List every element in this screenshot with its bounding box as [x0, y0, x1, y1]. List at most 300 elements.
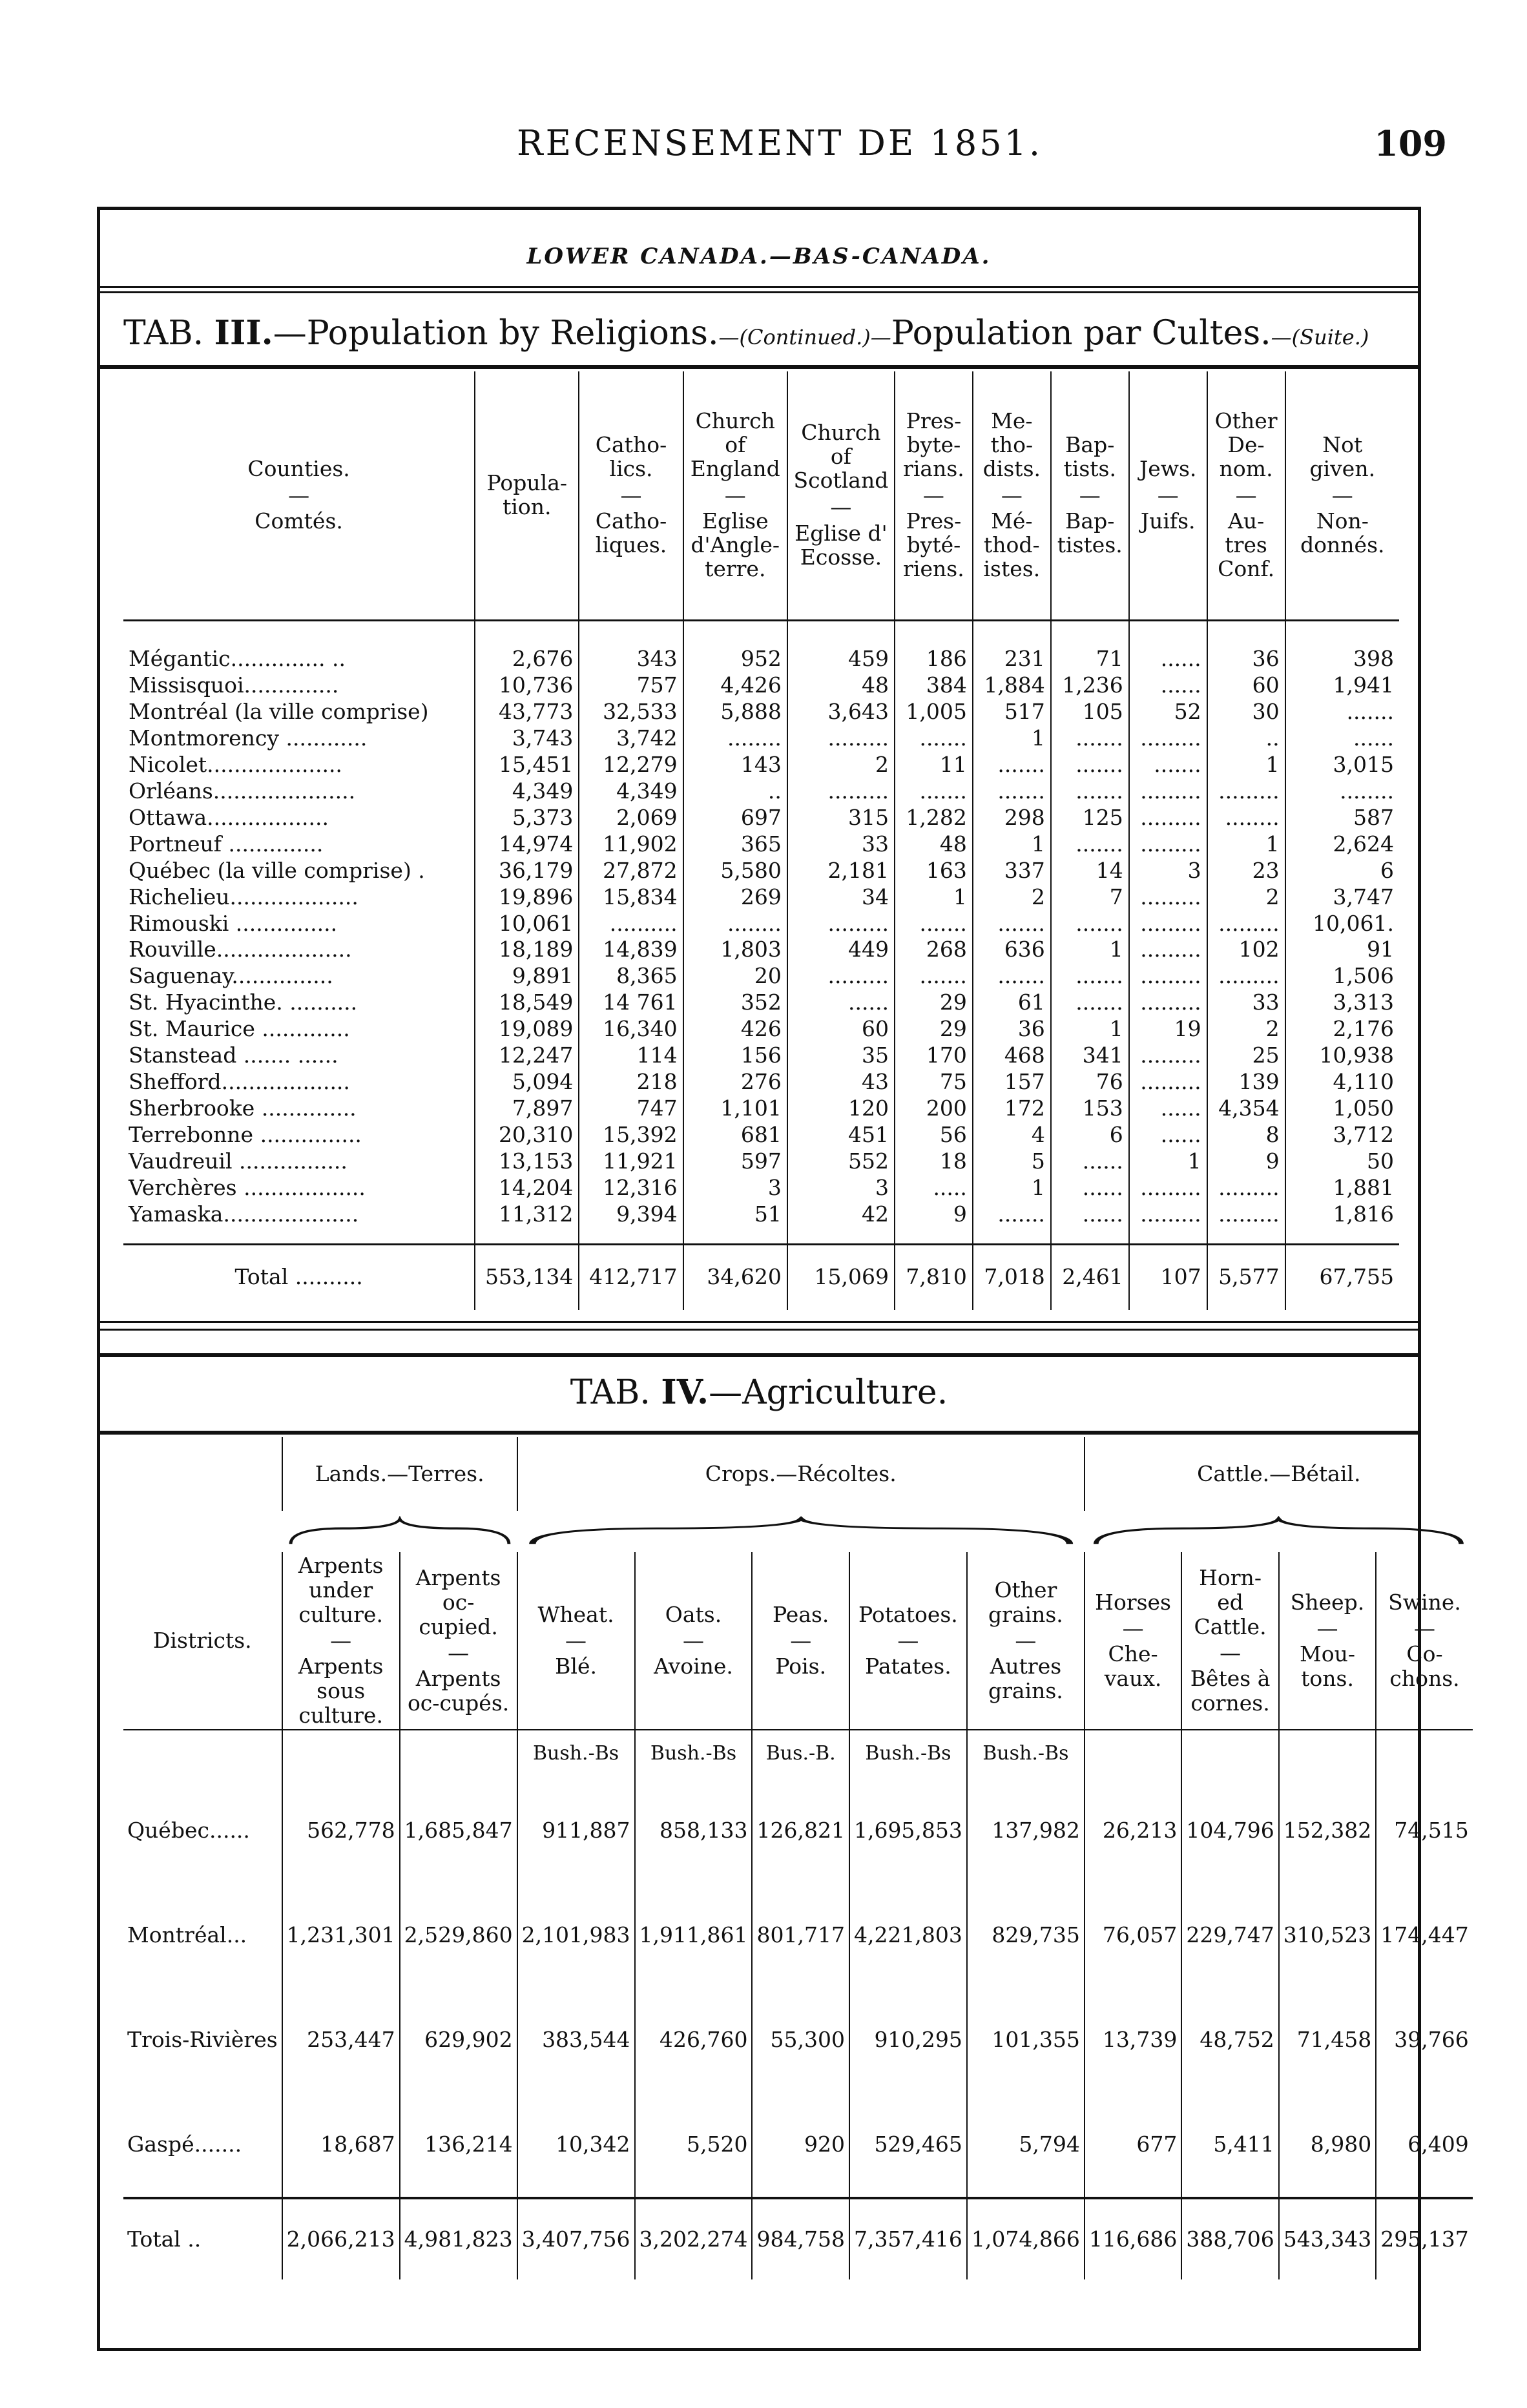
table-cell: ......... — [1129, 1201, 1207, 1244]
table-cell: 55,300 — [752, 1988, 849, 2092]
col-header-en: Oats. — [665, 1601, 722, 1627]
table-cell: 1,803 — [683, 937, 787, 963]
table-cell: 13,153 — [475, 1148, 579, 1175]
table-cell: ....... — [973, 778, 1051, 805]
table-cell: 5,888 — [683, 699, 787, 725]
table-cell: 3 — [1129, 858, 1207, 884]
col-header-en: Me-tho-dists. — [982, 408, 1041, 481]
total-cell: 295,137 — [1376, 2198, 1472, 2279]
table-cell: 9 — [1207, 1148, 1285, 1175]
group-crops: Crops.—Récoltes. — [517, 1437, 1085, 1511]
table-cell: 829,735 — [967, 1883, 1085, 1988]
col-header-fr: Eglise d'Angle-terre. — [691, 508, 780, 582]
table-row — [123, 778, 1399, 805]
tab4-caption-prefix: TAB. — [570, 1373, 661, 1412]
table-cell: 1,884 — [973, 672, 1051, 699]
table-cell: 352 — [683, 990, 787, 1016]
table-cell: 1 — [1207, 831, 1285, 858]
table-cell: ....... — [895, 911, 973, 937]
total-cell: 388,706 — [1181, 2198, 1278, 2279]
table-cell: ......... — [1207, 963, 1285, 990]
table-cell: 5,520 — [635, 2092, 753, 2198]
table-cell: ....... — [895, 963, 973, 990]
unit-label — [1376, 1730, 1472, 1778]
table-cell: ....... — [895, 778, 973, 805]
table-cell: 315 — [787, 805, 895, 831]
divider — [100, 291, 1418, 293]
table-cell: 11,902 — [579, 831, 683, 858]
unit-label: Bus.-B. — [752, 1730, 849, 1778]
table-cell: 911,887 — [517, 1778, 635, 1883]
table-cell: 1,101 — [683, 1095, 787, 1122]
table-cell: 20,310 — [475, 1122, 579, 1148]
table-cell: 3,742 — [579, 725, 683, 752]
table-cell: 143 — [683, 752, 787, 778]
table-cell: ......... — [1129, 725, 1207, 752]
col-header — [973, 371, 1051, 621]
table-cell: 383,544 — [517, 1988, 635, 2092]
col-header — [895, 371, 973, 621]
total-row — [123, 1244, 1399, 1310]
table-row — [123, 1043, 1399, 1069]
table-cell: 126,821 — [752, 1778, 849, 1883]
col-header — [1085, 1552, 1181, 1730]
table-cell: 276 — [683, 1069, 787, 1095]
col-header-fr: Arpents oc-cupés. — [407, 1665, 510, 1716]
table-cell: 1 — [1129, 1148, 1207, 1175]
county-name: Portneuf .............. — [129, 831, 324, 856]
col-header-en: Not given. — [1309, 431, 1376, 481]
table-cell: ......... — [787, 911, 895, 937]
table-cell: 29 — [895, 990, 973, 1016]
table-cell: 3 — [787, 1175, 895, 1201]
table-cell: 101,355 — [967, 1988, 1085, 2092]
table-cell: ....... — [1051, 752, 1129, 778]
table-cell: 35 — [787, 1043, 895, 1069]
group-spacer — [123, 1437, 282, 1511]
table-cell: ......... — [1129, 937, 1207, 963]
table-cell: ........ — [683, 911, 787, 937]
table-cell: 14,204 — [475, 1175, 579, 1201]
table-cell: 1,911,861 — [635, 1883, 753, 1988]
table-cell: 4,349 — [475, 778, 579, 805]
table-cell: 1 — [1207, 752, 1285, 778]
table-cell: 156 — [683, 1043, 787, 1069]
table-cell: 4,349 — [579, 778, 683, 805]
table-cell: ...... — [1285, 725, 1399, 752]
header-dash: — — [1414, 1615, 1435, 1641]
table-cell: ....... — [1285, 699, 1399, 725]
col-header — [683, 371, 787, 621]
table-cell: 10,061. — [1285, 911, 1399, 937]
table-cell: 1 — [973, 725, 1051, 752]
table-cell: 5,580 — [683, 858, 787, 884]
table-cell: ...... — [1129, 1122, 1207, 1148]
table-cell: 15,451 — [475, 752, 579, 778]
col-header — [787, 371, 895, 621]
table-cell: 34 — [787, 884, 895, 911]
county-name: St. Maurice ............. — [129, 1016, 350, 1042]
total-cell: 116,686 — [1085, 2198, 1181, 2279]
table-cell: 39,766 — [1376, 1988, 1472, 2092]
table-cell: 229,747 — [1181, 1883, 1278, 1988]
table-cell: ......... — [1129, 1043, 1207, 1069]
col-header-en: Other De-nom. — [1214, 408, 1278, 481]
tab3-caption-cont: —(Continued.)— — [718, 325, 891, 349]
table-cell: 18 — [895, 1148, 973, 1175]
table-cell: 91 — [1285, 937, 1399, 963]
table-cell: 71,458 — [1279, 1988, 1376, 2092]
table-row — [123, 1095, 1399, 1122]
table-cell: 157 — [973, 1069, 1051, 1095]
table-row — [123, 1175, 1399, 1201]
table-cell: ......... — [1207, 778, 1285, 805]
table-cell: 12,316 — [579, 1175, 683, 1201]
table-cell: 48 — [895, 831, 973, 858]
table-cell: 9 — [895, 1201, 973, 1244]
table-cell: ......... — [1129, 831, 1207, 858]
col-header-fr: Eglise d' Ecosse. — [795, 520, 888, 570]
col-header-fr: Co-chons. — [1389, 1641, 1460, 1691]
table-cell: 139 — [1207, 1069, 1285, 1095]
unit-label: Bush.-Bs — [635, 1730, 753, 1778]
col-header-fr: Non-donnés. — [1300, 508, 1385, 558]
col-header — [517, 1552, 635, 1730]
county-name: Rimouski ............... — [129, 910, 338, 936]
table-cell: 451 — [787, 1122, 895, 1148]
table-cell: 757 — [579, 672, 683, 699]
unit-label — [282, 1730, 400, 1778]
table-cell: ......... — [1207, 1201, 1285, 1244]
col-header-fr: Arpents sous culture. — [298, 1653, 384, 1728]
table-cell: 29 — [895, 1016, 973, 1043]
total-cell: 7,357,416 — [849, 2198, 967, 2279]
table-cell: 1,941 — [1285, 672, 1399, 699]
table-cell: 4,221,803 — [849, 1883, 967, 1988]
brace-spacer — [123, 1511, 282, 1552]
table-cell: ......... — [1207, 911, 1285, 937]
table-cell: ......... — [1129, 963, 1207, 990]
county-name: Rouville.................... — [129, 937, 352, 962]
table-cell: ...... — [1129, 672, 1207, 699]
col-header-fr: Pres-byté-riens. — [903, 508, 964, 582]
table-cell: 19 — [1129, 1016, 1207, 1043]
table-cell: 26,213 — [1085, 1778, 1181, 1883]
table-cell: 529,465 — [849, 2092, 967, 2198]
table-row — [123, 1069, 1399, 1095]
table-cell: 2,101,983 — [517, 1883, 635, 1988]
table-cell: 3,643 — [787, 699, 895, 725]
county-name: Montmorency ............ — [129, 725, 368, 751]
col-header-en: Districts. — [152, 1627, 252, 1653]
county-name: Richelieu................... — [129, 884, 358, 909]
table-cell: 2,181 — [787, 858, 895, 884]
col-header-fr: Comtés. — [254, 508, 343, 534]
table-cell: 3,712 — [1285, 1122, 1399, 1148]
table-row — [123, 911, 1399, 937]
table-cell: 1,005 — [895, 699, 973, 725]
table-row — [123, 963, 1399, 990]
table-cell: ......... — [1129, 911, 1207, 937]
table-cell: 61 — [973, 990, 1051, 1016]
col-header — [1051, 371, 1129, 621]
table-cell: 114 — [579, 1043, 683, 1069]
total-cell: 7,018 — [973, 1244, 1051, 1310]
col-header — [1129, 371, 1207, 621]
table-row — [123, 725, 1399, 752]
col-header — [1376, 1552, 1472, 1730]
table-cell: 14,974 — [475, 831, 579, 858]
table-cell: 74,515 — [1376, 1778, 1472, 1883]
table-cell: 1,685,847 — [400, 1778, 517, 1883]
table-cell: 4,426 — [683, 672, 787, 699]
table-cell: 2,624 — [1285, 831, 1399, 858]
table-cell: ....... — [1051, 778, 1129, 805]
table-cell: .. — [1207, 725, 1285, 752]
table-row — [123, 831, 1399, 858]
district-name: Québec...... — [127, 1817, 250, 1843]
table-cell: ........ — [683, 725, 787, 752]
county-name: Orléans..................... — [129, 778, 356, 804]
group-lands: Lands.—Terres. — [282, 1437, 517, 1511]
table-cell: 36,179 — [475, 858, 579, 884]
table-cell: 910,295 — [849, 1988, 967, 2092]
brace-row — [123, 1511, 1473, 1552]
divider — [100, 1353, 1418, 1357]
table-row — [123, 672, 1399, 699]
table-cell: 747 — [579, 1095, 683, 1122]
table-cell: 858,133 — [635, 1778, 753, 1883]
religions-table — [123, 371, 1399, 1310]
total-cell: 34,620 — [683, 1244, 787, 1310]
table-cell: 7,897 — [475, 1095, 579, 1122]
table-cell: 629,902 — [400, 1988, 517, 2092]
table-cell: 11,921 — [579, 1148, 683, 1175]
tab3-caption-en: —Population by Religions. — [273, 314, 719, 353]
tab4-caption-num: IV. — [661, 1373, 709, 1412]
table-cell: 337 — [973, 858, 1051, 884]
table-cell: 8,365 — [579, 963, 683, 990]
col-header-en: Church of Scotland — [793, 420, 889, 493]
table-cell: 1,695,853 — [849, 1778, 967, 1883]
table-cell: 172 — [973, 1095, 1051, 1122]
table-row — [123, 1148, 1399, 1175]
table-row — [123, 621, 1399, 672]
county-name: Mégantic.............. .. — [129, 646, 346, 671]
divider — [100, 1329, 1418, 1331]
county-name: St. Hyacinthe. .......... — [129, 990, 358, 1015]
header-dash: — — [790, 1627, 812, 1653]
header-dash: — — [330, 1627, 352, 1653]
table-cell: ..... — [895, 1175, 973, 1201]
table-cell: 3 — [683, 1175, 787, 1201]
county-name: Montréal (la ville comprise) — [129, 698, 429, 724]
total-row — [123, 2198, 1473, 2279]
table-cell: 398 — [1285, 621, 1399, 672]
page-number: 109 — [1374, 123, 1447, 164]
table-cell: ......... — [787, 778, 895, 805]
table-cell: 2 — [973, 884, 1051, 911]
unit-label: Bush.-Bs — [849, 1730, 967, 1778]
table-cell: ....... — [973, 1201, 1051, 1244]
table-cell: ...... — [1129, 1095, 1207, 1122]
table-cell: 137,982 — [967, 1778, 1085, 1883]
table-cell: 2,529,860 — [400, 1883, 517, 1988]
table-cell: ....... — [1129, 752, 1207, 778]
table-cell: 27,872 — [579, 858, 683, 884]
table-cell: 681 — [683, 1122, 787, 1148]
table-cell: ......... — [1129, 1175, 1207, 1201]
table-cell: 4,354 — [1207, 1095, 1285, 1122]
unit-label — [1279, 1730, 1376, 1778]
table-cell: 18,549 — [475, 990, 579, 1016]
brace-cattle — [1085, 1511, 1473, 1552]
table-cell: 3,015 — [1285, 752, 1399, 778]
table-cell: 12,247 — [475, 1043, 579, 1069]
table-cell: 3,747 — [1285, 884, 1399, 911]
table-cell: 153 — [1051, 1095, 1129, 1122]
table-cell: ........ — [1207, 805, 1285, 831]
table-cell: .. — [683, 778, 787, 805]
divider — [100, 365, 1418, 369]
table-cell: 33 — [787, 831, 895, 858]
tab3-caption-suite: —(Suite.) — [1271, 325, 1369, 349]
total-cell: 2,461 — [1051, 1244, 1129, 1310]
table-cell: 13,739 — [1085, 1988, 1181, 2092]
header-dash: — — [1235, 482, 1257, 508]
col-header-en: Counties. — [247, 455, 350, 481]
unit-label — [400, 1730, 517, 1778]
col-header-en: Popula-tion. — [486, 470, 568, 519]
unit-label — [1181, 1730, 1278, 1778]
group-header-row — [123, 1437, 1473, 1511]
table-cell: ......... — [1129, 884, 1207, 911]
table-cell: 801,717 — [752, 1883, 849, 1988]
running-title: RECENSEMENT DE 1851. — [517, 123, 1043, 163]
col-header — [849, 1552, 967, 1730]
header-dash: — — [448, 1639, 470, 1665]
table-cell: 11 — [895, 752, 973, 778]
table-row — [123, 1778, 1473, 1883]
col-header-en: Potatoes. — [858, 1601, 958, 1627]
table-cell: 449 — [787, 937, 895, 963]
table-cell: ......... — [787, 725, 895, 752]
col-header-en: Pres-byte-rians. — [903, 408, 964, 481]
divider — [100, 286, 1418, 288]
table-cell: 32,533 — [579, 699, 683, 725]
table-cell: 11,312 — [475, 1201, 579, 1244]
header-dash: — — [1079, 482, 1101, 508]
table-cell: 952 — [683, 621, 787, 672]
table-cell: ......... — [1129, 778, 1207, 805]
table-cell: 10,938 — [1285, 1043, 1399, 1069]
table-cell: 18,687 — [282, 2092, 400, 2198]
table-row — [123, 2092, 1473, 2198]
table-cell: 6,409 — [1376, 2092, 1472, 2198]
col-header — [967, 1552, 1085, 1730]
table-cell: 8,980 — [1279, 2092, 1376, 2198]
table-row — [123, 1883, 1473, 1988]
tab4-caption-title: —Agriculture. — [709, 1373, 948, 1412]
table-cell: 1 — [895, 884, 973, 911]
table-cell: 5,373 — [475, 805, 579, 831]
total-cell: 1,074,866 — [967, 2198, 1085, 2279]
table-cell: ....... — [973, 752, 1051, 778]
total-cell: 412,717 — [579, 1244, 683, 1310]
col-header-en: Jews. — [1139, 455, 1197, 481]
table-cell: 12,279 — [579, 752, 683, 778]
total-cell: 3,407,756 — [517, 2198, 635, 2279]
table-cell: 36 — [1207, 621, 1285, 672]
table-cell: 920 — [752, 2092, 849, 2198]
page-header — [194, 97, 1447, 168]
unit-label: Bush.-Bs — [967, 1730, 1085, 1778]
table-cell: ......... — [1129, 990, 1207, 1016]
county-name: Stanstead ....... ...... — [129, 1043, 338, 1068]
col-header — [282, 1552, 400, 1730]
col-header-en: Arpents oc-cupied. — [415, 1564, 501, 1639]
table-cell: 152,382 — [1279, 1778, 1376, 1883]
table-cell: 9,891 — [475, 963, 579, 990]
table-cell: 2,176 — [1285, 1016, 1399, 1043]
total-cell: 543,343 — [1279, 2198, 1376, 2279]
table-cell: .......... — [579, 911, 683, 937]
agriculture-table — [123, 1437, 1473, 2279]
total-cell: 107 — [1129, 1244, 1207, 1310]
col-header-fr: Autres grains. — [988, 1653, 1063, 1703]
table-row — [123, 752, 1399, 778]
table-cell: 677 — [1085, 2092, 1181, 2198]
table-cell: 60 — [787, 1016, 895, 1043]
table-cell: 51 — [683, 1201, 787, 1244]
table-cell: 30 — [1207, 699, 1285, 725]
total-cell: 15,069 — [787, 1244, 895, 1310]
col-header-en: Other grains. — [988, 1577, 1063, 1627]
header-dash: — — [922, 482, 944, 508]
county-name: Sherbrooke .............. — [129, 1095, 357, 1121]
county-name: Ottawa.................. — [129, 804, 329, 830]
table-cell: 2 — [787, 752, 895, 778]
table-cell: 426 — [683, 1016, 787, 1043]
table-cell: 517 — [973, 699, 1051, 725]
total-cell: 7,810 — [895, 1244, 973, 1310]
table-cell: 52 — [1129, 699, 1207, 725]
total-cell: 4,981,823 — [400, 2198, 517, 2279]
table-cell: ....... — [973, 963, 1051, 990]
table-cell: 1,050 — [1285, 1095, 1399, 1122]
header-dash: — — [830, 494, 852, 519]
table-cell: 75 — [895, 1069, 973, 1095]
table-cell: 174,447 — [1376, 1883, 1472, 1988]
col-header-en: Arpents under culture. — [298, 1553, 384, 1627]
divider — [100, 1431, 1418, 1435]
header-dash: — — [1001, 482, 1023, 508]
column-header-row — [123, 1552, 1473, 1730]
total-cell: 553,134 — [475, 1244, 579, 1310]
unit-label: Bush.-Bs — [517, 1730, 635, 1778]
table-cell: ....... — [895, 725, 973, 752]
table-cell: 42 — [787, 1201, 895, 1244]
table-row — [123, 884, 1399, 911]
col-header — [475, 371, 579, 621]
table-cell: 76 — [1051, 1069, 1129, 1095]
table-cell: 1,881 — [1285, 1175, 1399, 1201]
table-cell: 43 — [787, 1069, 895, 1095]
table-cell: 298 — [973, 805, 1051, 831]
table-cell: 2,069 — [579, 805, 683, 831]
col-header-en: Church of England — [690, 408, 780, 481]
table-cell: ....... — [1051, 990, 1129, 1016]
